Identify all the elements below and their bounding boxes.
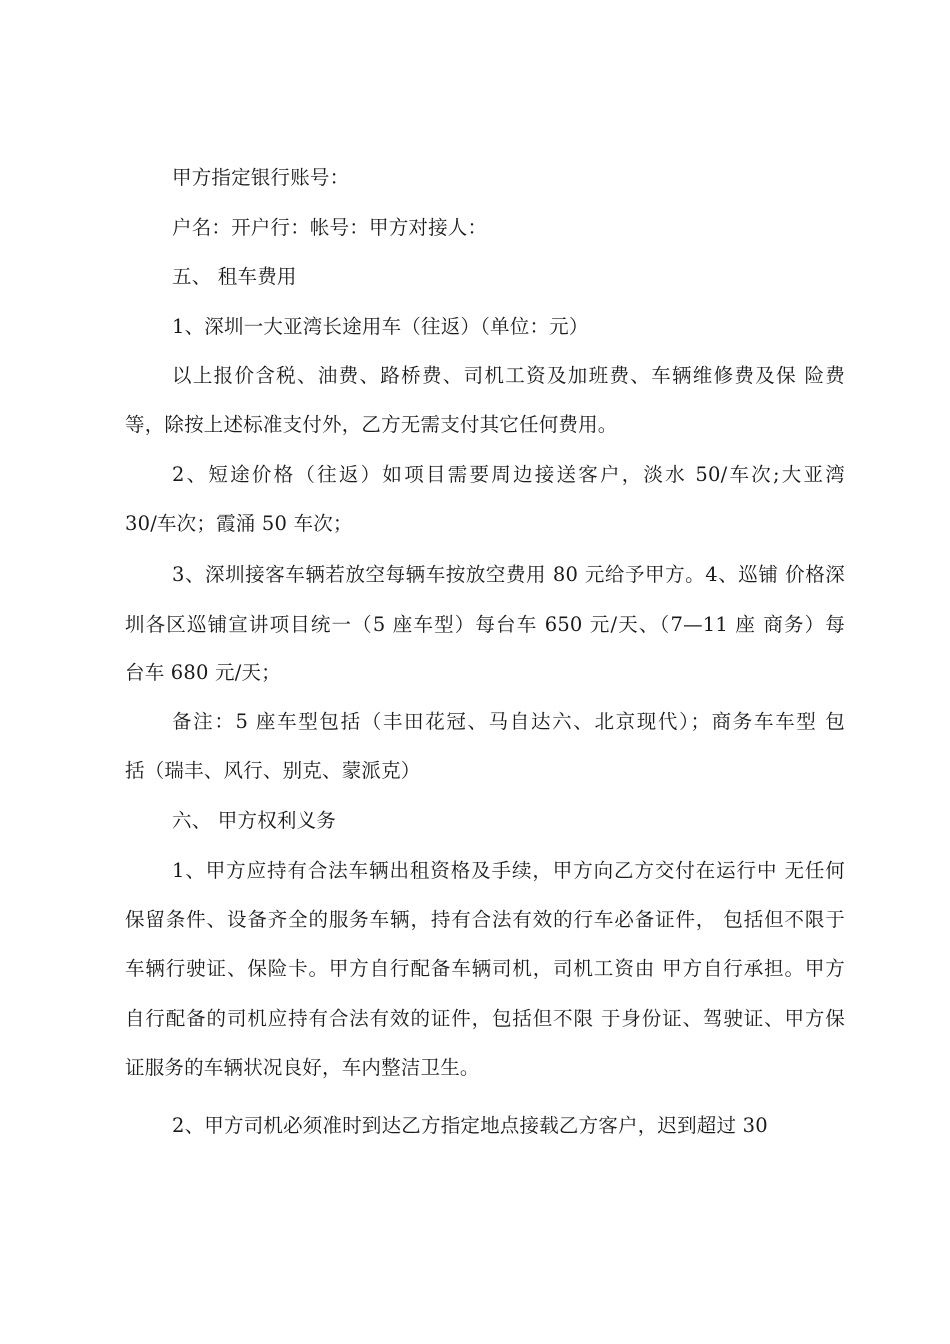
paragraph-line: 2、甲方司机必须准时到达乙方指定地点接载乙方客户，迟到超过 30: [172, 1114, 768, 1137]
paragraph-line: 2、短途价格（往返）如项目需要周边接送客户，淡水 50/车次;大亚湾: [172, 463, 845, 486]
paragraph-line: 自行配备的司机应持有合法有效的证件，包括但不限 于身份证、驾驶证、甲方保: [125, 1007, 845, 1030]
section-six-heading: 六、 甲方权利义务: [172, 809, 336, 832]
clause-5-1-title: 1、深圳一大亚湾长途用车（往返）（单位：元）: [172, 315, 589, 338]
note-line: 括（瑞丰、风行、别克、蒙派克）: [125, 759, 421, 782]
paragraph-line: 等，除按上述标准支付外，乙方无需支付其它任何费用。: [125, 413, 618, 436]
paragraph-line: 保留条件、设备齐全的服务车辆，持有合法有效的行车必备证件， 包括但不限于: [125, 908, 845, 931]
paragraph-line: 30/车次；霞涌 50 车次；: [125, 512, 353, 535]
paragraph-line: 以上报价含税、油费、路桥费、司机工资及加班费、车辆维修费及保 险费: [172, 364, 845, 387]
section-five-heading: 五、 租车费用: [172, 265, 297, 288]
note-line: 备注：5 座车型包括（丰田花冠、马自达六、北京现代）；商务车车型 包: [172, 710, 845, 733]
paragraph-line: 证服务的车辆状况良好，车内整洁卫生。: [125, 1056, 480, 1079]
paragraph-line: 台车 680 元/天；: [125, 661, 281, 684]
paragraph-line: 圳各区巡铺宣讲项目统一（5 座车型）每台车 650 元/天、（7—11 座 商务）每: [125, 613, 845, 636]
paragraph-line: 1、甲方应持有合法车辆出租资格及手续，甲方向乙方交付在运行中 无任何: [172, 859, 845, 882]
paragraph-line: 3、深圳接客车辆若放空每辆车按放空费用 80 元给予甲方。4、巡铺 价格深: [172, 563, 845, 586]
account-details-line: 户名：开户行：帐号：甲方对接人：: [172, 216, 488, 239]
bank-account-heading: 甲方指定银行账号：: [172, 166, 350, 189]
paragraph-line: 车辆行驶证、保险卡。甲方自行配备车辆司机，司机工资由 甲方自行承担。甲方: [125, 957, 845, 980]
